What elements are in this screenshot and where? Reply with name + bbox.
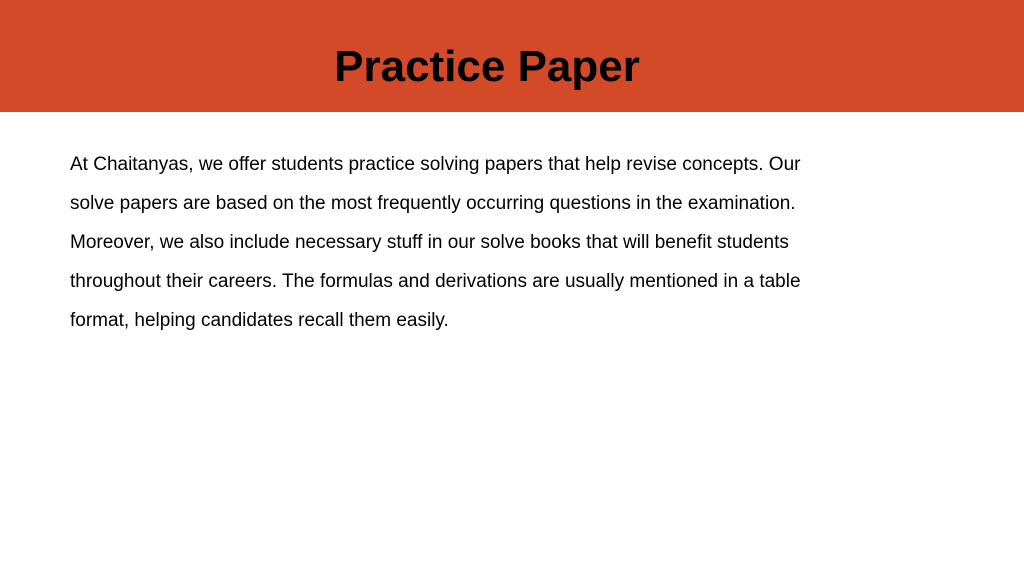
paragraph-line: Moreover, we also include necessary stuff in our solve books that will benefit students bbox=[70, 232, 789, 253]
body-paragraph bbox=[70, 145, 920, 340]
paragraph-line: solve papers are based on the most frequently occurring questions in the examination. bbox=[70, 193, 796, 214]
paragraph-line: throughout their careers. The formulas and derivations are usually mentioned in a table bbox=[70, 271, 801, 292]
paragraph-line: At Chaitanyas, we offer students practice solving papers that help revise concepts. Our bbox=[70, 154, 801, 175]
paragraph-line: format, helping candidates recall them easily. bbox=[70, 310, 449, 331]
slide-title-text: Practice Paper bbox=[334, 42, 640, 91]
header-band bbox=[0, 0, 1024, 112]
slide-title bbox=[0, 0, 974, 112]
